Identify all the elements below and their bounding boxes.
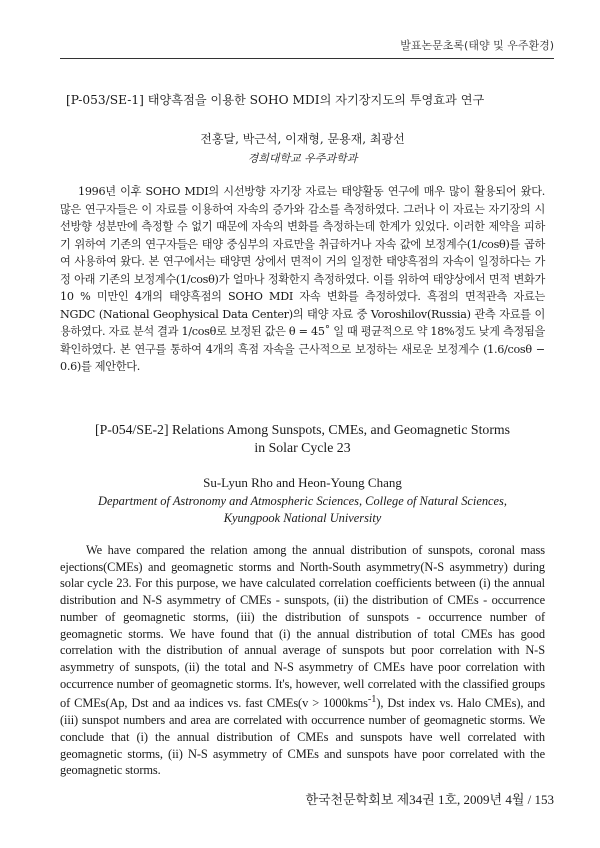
running-header: 발표논문초록(태양 및 우주환경): [400, 39, 554, 52]
body-part2: ), Dst index vs. Halo CMEs), and (iii) sunspot numbers and area are correlated with occurrence number of geomagnetic storms. We conclude that (i) the annual distribution of CMEs and sunspots have well correlated with geomagnetic storms, (ii) N-S asymmetry of CMEs and sunspots have poor correlated with the geomagnetic storms.: [60, 696, 545, 778]
abstract-affiliation: [60, 493, 545, 526]
header-rule: [60, 58, 554, 59]
abstract-p053: [60, 91, 545, 387]
abstract-affiliation: 경희대학교 우주과학과: [247, 152, 358, 165]
abstract-body: [60, 542, 545, 779]
unit-superscript: -1: [367, 694, 377, 706]
abstract-title-line1: [P-054/SE-2] Relations Among Sunspots, CMEs, and Geomagnetic Storms: [94, 422, 511, 437]
body-part1: We have compared the relation among the annual distribution of sunspots, coronal mass ejections(CMEs) and geomagnetic storms and North-South asymmetry(N-S asymmetry) during solar cycle 23. For this purpose, we have calculated correlation coefficients between (i) the annual distribution and N-S asymmetry of CMEs - sunspots, (ii) the distribution of CMEs - occurrence number of geomagnetic storms, (iii) the distribution of sunspots - occurrence number of geomagnetic storms. We have found that (i) the annual distribution of total CMEs has good correlation with the distribution of annual average of sunspots but poor correlation with N-S asymmetry of sunspots, (ii) the total and N-S asymmetry of CMEs have poor correlation with occurrence number of geomagnetic storms. It's, however, well correlated with the classified groups of CMEs(Ap, Dst and aa indices vs. fast CMEs(v > 1000kms: [60, 543, 545, 711]
abstract-authors: Su-Lyun Rho and Heon-Young Chang: [203, 475, 402, 490]
abstract-p054: [60, 421, 545, 791]
abstract-title: [P-053/SE-1] 태양흑점을 이용한 SOHO MDI의 자기장지도의 투영효과 연구: [66, 93, 485, 107]
abstract-title: [60, 421, 545, 457]
abstract-authors: 전홍달, 박근석, 이재형, 문용재, 최광선: [200, 132, 405, 146]
abstract-title-line2: in Solar Cycle 23: [254, 440, 351, 455]
page-footer: 한국천문학회보 제34권 1호, 2009년 4월 / 153: [305, 792, 554, 807]
affiliation-line1: Department of Astronomy and Atmospheric Sciences, College of Natural Sciences,: [98, 494, 507, 508]
abstract-body: 1996년 이후 SOHO MDI의 시선방향 자기장 자료는 태양활동 연구에 매우 많이 활용되어 왔다. 많은 연구자들은 이 자료를 이용하여 자속의 증가와 감소를 측정하였다. 그러나 이 자료는 자기장의 시선방향 성분만에 측정할 수 없기 때문에 자속의 변화를 측정하는데 한계가 있었다. 이러한 제약을 피하기 위하여 기존의 연구자들은 태양 중심부의 자료만을 취급하거나 자속 값에 보정계수(1/cosθ)를 곱하여 사용하여 왔다. 본 연구에서는 태양면 상에서 면적이 거의 일정한 태양흑점의 자속이 일정하다는 가정 아래 기존의 보정계수(1/cosθ)가 얼마나 정확한지 측정하였다. 이를 위하여 태양상에서 면적 변화가 10 % 미만인 4개의 태양흑점의 SOHO MDI 자속 변화를 측정하였다. 흑점의 면적관측 자료는 NGDC (National Geophysical Data Center)의 태양 자료 중 Voroshilov(Russia) 관측 자료를 이용하였다. 자료 분석 결과 1/cosθ로 보정된 값은 θ = 45˚ 일 때 평균적으로 약 18%정도 낮게 측정됨을 확인하였다. 본 연구를 통하여 4개의 흑점 자속을 근사적으로 보정하는 새로운 보정계수 (1.6/cosθ − 0.6)를 제안한다.: [60, 185, 545, 373]
affiliation-line2: Kyungpook National University: [223, 510, 382, 525]
